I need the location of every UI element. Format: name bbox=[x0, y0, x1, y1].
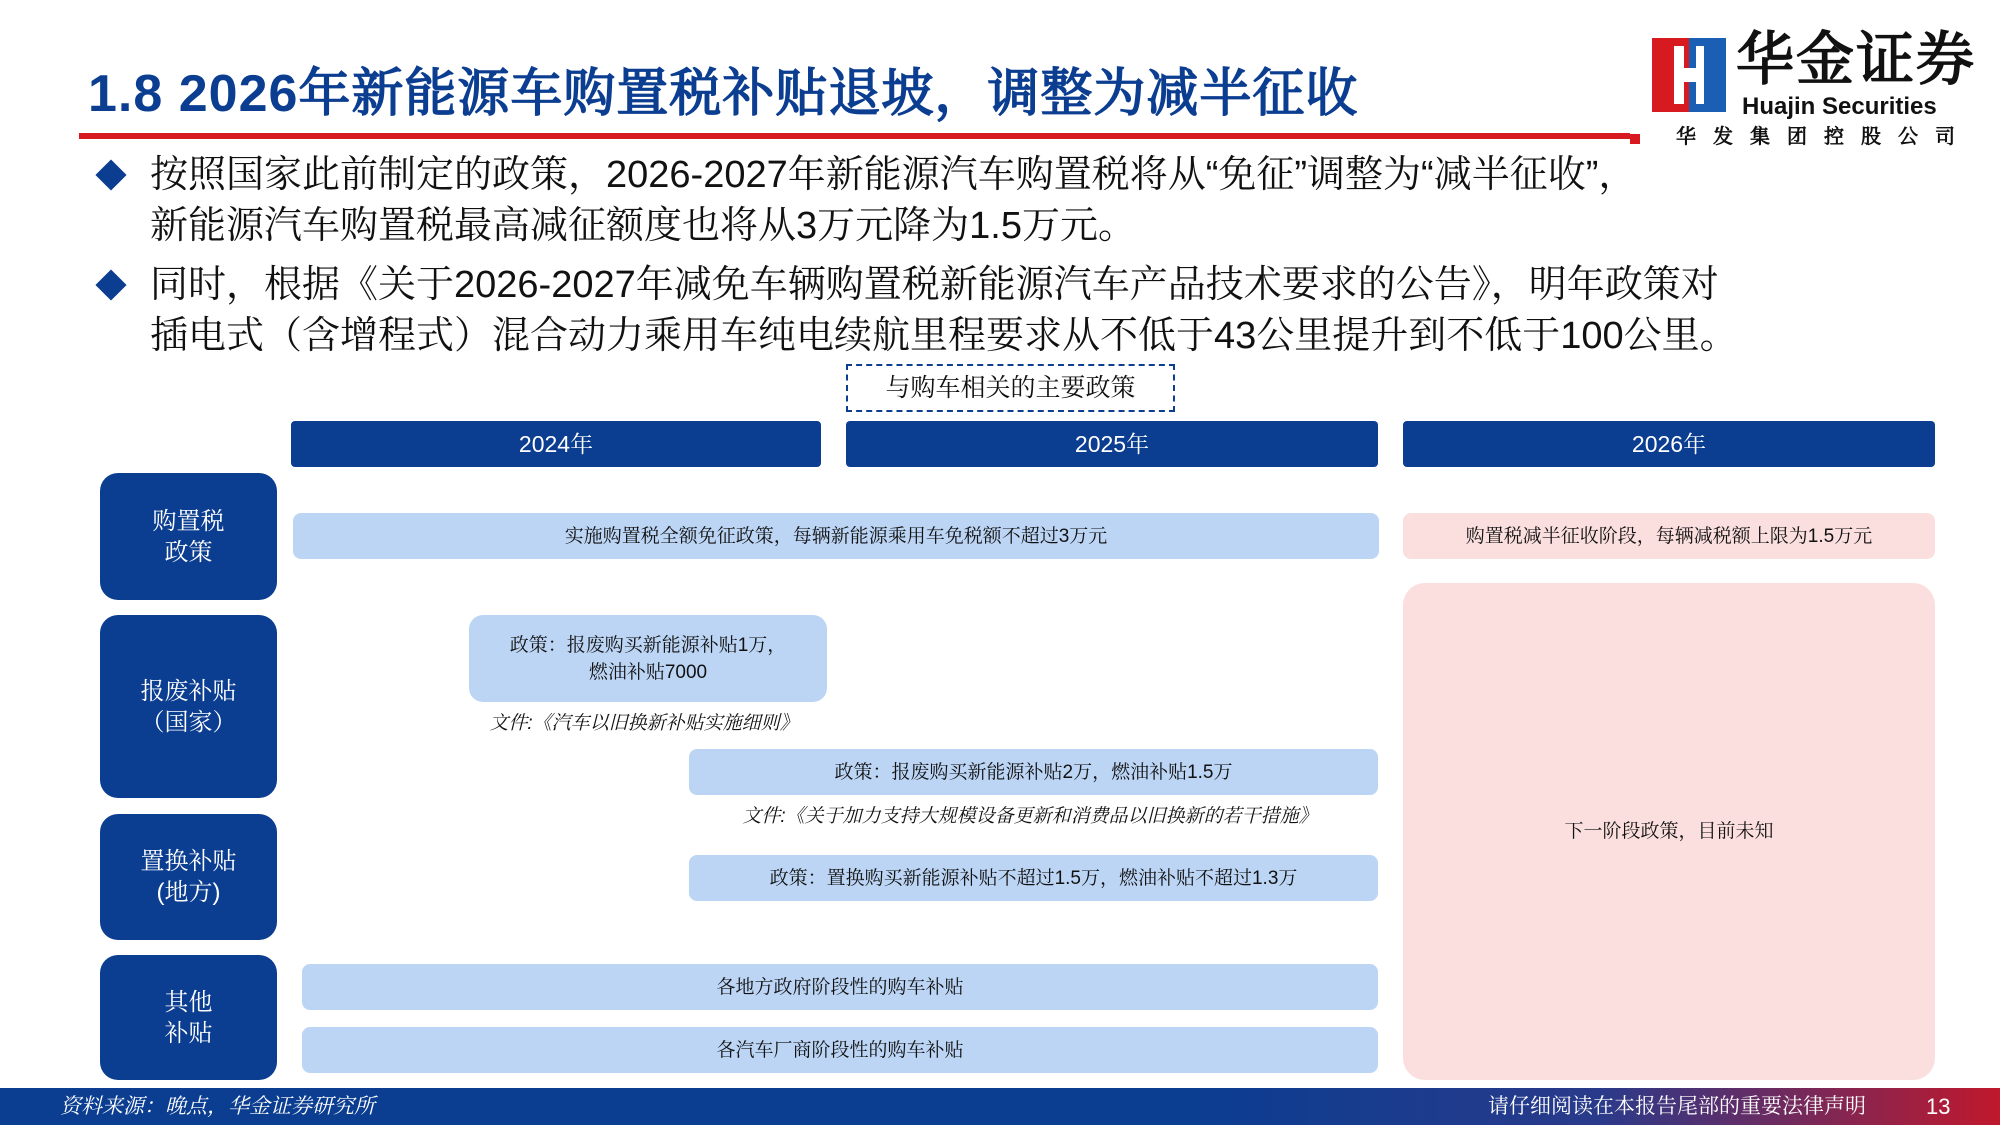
other-local-subsidy: 各地方政府阶段性的购车补贴 bbox=[302, 964, 1378, 1010]
bullet-text: 新能源汽车购置税最高减征额度也将从3万元降为1.5万元。 bbox=[150, 205, 1136, 247]
diamond-bullet-icon bbox=[95, 159, 126, 190]
page-number: 13 bbox=[1926, 1094, 1951, 1119]
bullet-text: 插电式（含增程式）混合动力乘用车纯电续航里程要求从不低于43公里提升到不低于100公里。 bbox=[150, 315, 1738, 357]
diamond-bullet-icon bbox=[95, 269, 126, 300]
scrap-policy-2025: 政策：报废购买新能源补贴2万，燃油补贴1.5万 bbox=[689, 749, 1378, 795]
bullet-1 bbox=[100, 150, 1980, 252]
logo-red-square bbox=[1630, 134, 1640, 144]
row-label-purchase-tax: 购置税 政策 bbox=[100, 473, 277, 600]
logo-group-text: 华发集团控股公司 bbox=[1676, 126, 1972, 148]
other-oem-subsidy: 各汽车厂商阶段性的购车补贴 bbox=[302, 1027, 1378, 1073]
tax-policy-2024-2025: 实施购置税全额免征政策，每辆新能源乘用车免税额不超过3万元 bbox=[293, 513, 1379, 559]
row-label-scrap-subsidy: 报废补贴 （国家） bbox=[100, 615, 277, 798]
year-header-2025: 2025年 bbox=[846, 421, 1378, 467]
row-label-other-subsidy: 其他 补贴 bbox=[100, 955, 277, 1080]
tax-policy-2026: 购置税减半征收阶段，每辆减税额上限为1.5万元 bbox=[1403, 513, 1935, 559]
scrap-policy-2024: 政策：报废购买新能源补贴1万， 燃油补贴7000 bbox=[469, 615, 827, 702]
footer-source: 资料来源：晚点，华金证券研究所 bbox=[60, 1095, 375, 1118]
year-header-2024: 2024年 bbox=[291, 421, 821, 467]
page-title: 1.8 2026年新能源车购置税补贴退坡，调整为减半征收 bbox=[88, 65, 1359, 123]
footer-legal-notice: 请仔细阅读在本报告尾部的重要法律声明 bbox=[1488, 1095, 1866, 1118]
huajin-logo-icon bbox=[1652, 38, 1726, 112]
row-label-replace-subsidy: 置换补贴 (地方) bbox=[100, 814, 277, 940]
year-header-2026: 2026年 bbox=[1403, 421, 1935, 467]
title-underline bbox=[79, 133, 1630, 139]
diagram-caption: 与购车相关的主要政策 bbox=[846, 364, 1175, 412]
replace-policy-2025: 政策：置换购买新能源补贴不超过1.5万，燃油补贴不超过1.3万 bbox=[689, 855, 1378, 901]
next-stage-2026: 下一阶段政策，目前未知 bbox=[1403, 583, 1935, 1080]
bullet-text: 同时，根据《关于2026-2027年减免车辆购置税新能源汽车产品技术要求的公告》，明年政策对 bbox=[150, 264, 1719, 306]
logo-text-en: Huajin Securities bbox=[1742, 93, 1937, 120]
bullet-2 bbox=[100, 260, 1980, 362]
logo-text-cn: 华金证券 bbox=[1736, 27, 1977, 92]
bullet-text: 按照国家此前制定的政策，2026-2027年新能源汽车购置税将从“免征”调整为“减半征收”， bbox=[150, 154, 1637, 196]
scrap-policy-2025-document: 文件:《关于加力支持大规模设备更新和消费品以旧换新的若干措施》 bbox=[742, 806, 1318, 827]
scrap-policy-2024-document: 文件:《汽车以旧换新补贴实施细则》 bbox=[489, 713, 799, 734]
